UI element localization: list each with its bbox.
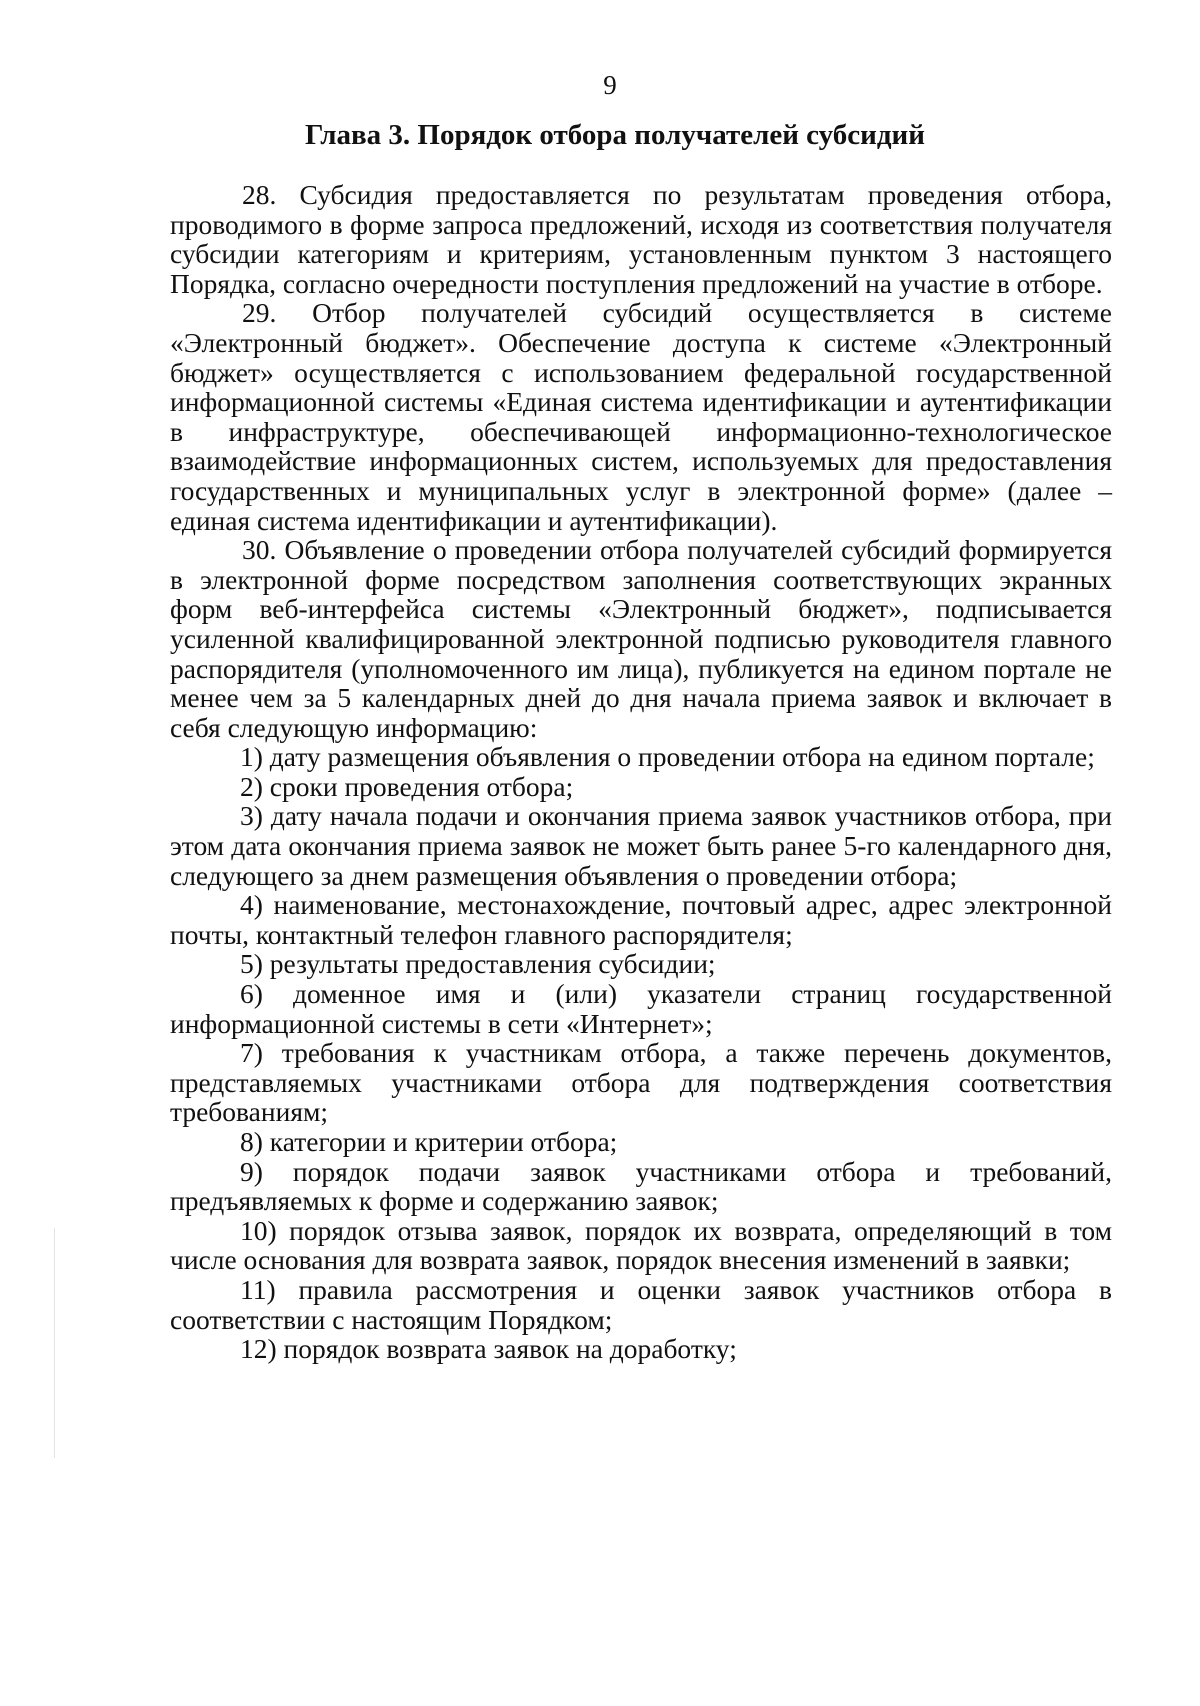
list-item: 12) порядок возврата заявок на доработку; [240, 1333, 737, 1365]
scan-margin-artifact [54, 1228, 55, 1458]
list-item: 7) требования к участникам отбора, а также перечень документов, представляемых участниками отбора для подтверждения соответствия требованиям; [170, 1037, 1112, 1128]
list-item: 5) результаты предоставления субсидии; [240, 948, 716, 980]
list-item: 6) доменное имя и (или) указатели страниц государственной информационной системы в сети «Интернет»; [170, 978, 1112, 1039]
page-number: 9 [603, 70, 617, 100]
paragraph-30: 30. Объявление о проведении отбора получателей субсидий формируется в электронной форме посредством заполнения соответствующих экранных форм веб-интерфейса системы «Электронный бюджет», подписывается усиленной квалифицированной электронной подписью руководителя главного распорядителя (уполномоченного им лица), публикуется на едином портале не менее чем за 5 календарных дней до дня начала приема заявок и включает в себя следующую информацию: [170, 534, 1112, 743]
list-item: 4) наименование, местонахождение, почтовый адрес, адрес электронной почты, контактный телефон главного распорядителя; [170, 889, 1112, 950]
list-item: 9) порядок подачи заявок участниками отбора и требований, предъявляемых к форме и содержанию заявок; [170, 1155, 1112, 1217]
list-item: 10) порядок отзыва заявок, порядок их возврата, определяющий в том числе основания для возврата заявок, порядок внесения изменений в заявки; [170, 1214, 1112, 1276]
list-item: 8) категории и критерии отбора; [240, 1126, 618, 1157]
chapter-title: Глава 3. Порядок отбора получателей субсидий [305, 119, 925, 151]
list-item: 3) дату начала подачи и окончания приема заявок участников отбора, при этом дата окончания приема заявок не может быть ранее 5-го календарного дня, следующего за днем размещения объявления о проведении отбора; [170, 800, 1112, 891]
document-body [170, 180, 1112, 1364]
list-item: 11) правила рассмотрения и оценки заявок участников отбора в соответствии с настоящим Порядком; [170, 1273, 1112, 1335]
list-item: 1) дату размещения объявления о проведении отбора на едином портале; [240, 741, 1095, 773]
list-item: 2) сроки проведения отбора; [240, 770, 574, 802]
paragraph-28: 28. Субсидия предоставляется по результатам проведения отбора, проводимого в форме запроса предложений, исходя из соответствия получателя субсидии категориям и критериям, установленным пунктом 3 настоящего Порядка, согласно очередности поступления предложений на участие в отборе. [170, 179, 1112, 299]
paragraph-29: 29. Отбор получателей субсидий осуществляется в системе «Электронный бюджет». Обеспечение доступа к системе «Электронный бюджет» осуществляется с использованием федеральной государственной информационной системы «Единая система идентификации и аутентификации в инфраструктуре, обеспечивающей информационно-технологическое взаимодействие информационных систем, используемых для предоставления государственных и муниципальных услуг в электронной форме» (далее – единая система идентификации и аутентификации). [170, 297, 1112, 536]
